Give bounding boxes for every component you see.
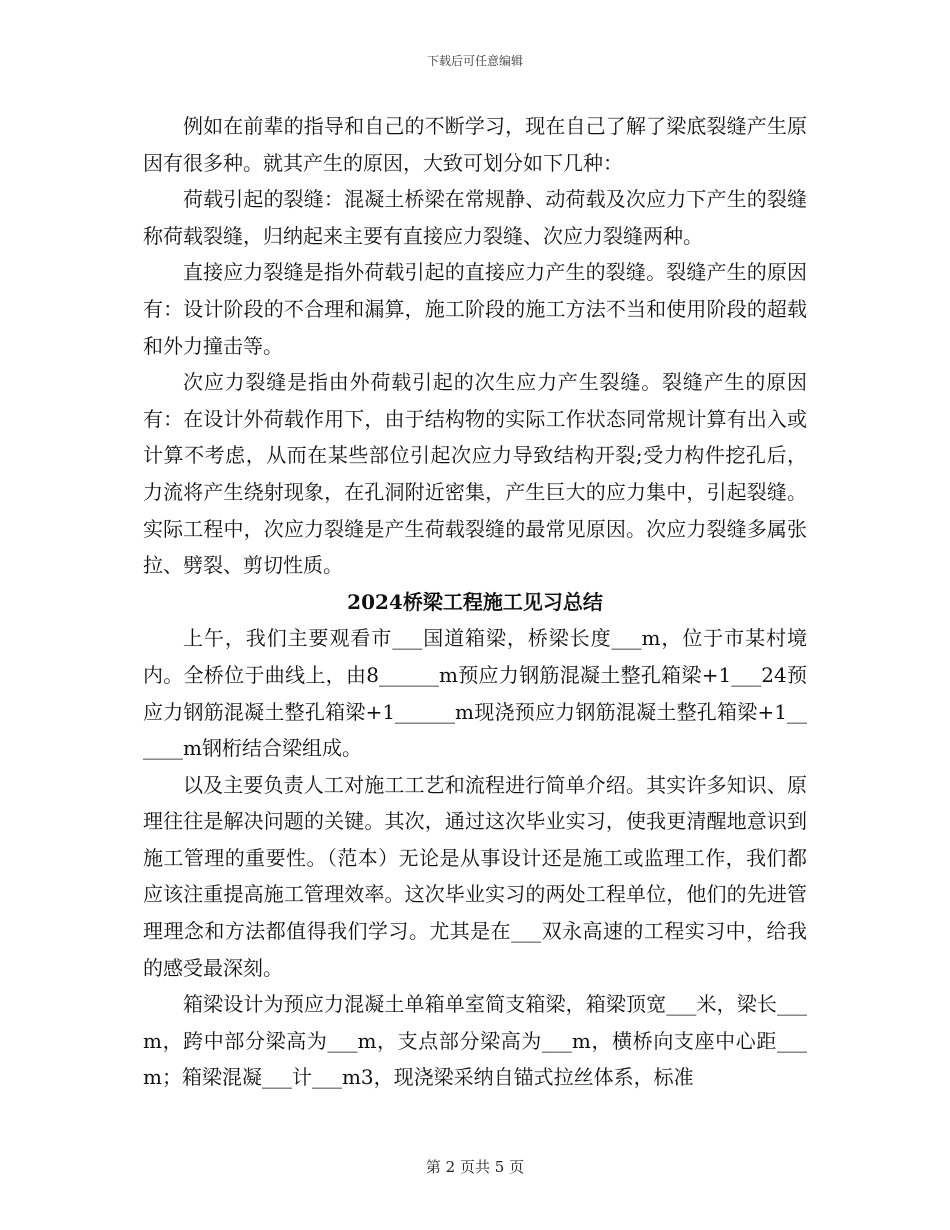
paragraph-box-girder-overview: 上午，我们主要观看市___国道箱梁，桥梁长度___m，位于市某村境内。全桥位于曲线上，由8______m预应力钢筋混凝土整孔箱梁+1___24预应力钢筋混凝土整孔箱梁+1______m现浇预应力钢筋混凝土整孔箱梁+1______m钢桁结合梁组成。: [143, 626, 807, 761]
section-title: 2024桥梁工程施工见习总结: [347, 589, 603, 614]
paragraph-secondary-stress-cracks: 次应力裂缝是指由外荷载引起的次生应力产生裂缝。裂缝产生的原因有：在设计外荷载作用下，由于结构物的实际工作状态同常规计算有出入或计算不考虑，从而在某些部位引起次应力导致结构开裂;受力构件挖孔后，力流将产生绕射现象，在孔洞附近密集，产生巨大的应力集中，引起裂缝。实际工程中，次应力裂缝是产生荷载裂缝的最常见原因。次应力裂缝多属张拉、劈裂、剪切性质。: [143, 370, 807, 578]
paragraph-load-cracks: 荷载引起的裂缝：混凝土桥梁在常规静、动荷载及次应力下产生的裂缝称荷载裂缝，归纳起来主要有直接应力裂缝、次应力裂缝两种。: [143, 187, 807, 248]
paragraph-box-girder-design: 箱梁设计为预应力混凝土单箱单室简支箱梁，箱梁顶宽___米，梁长___m，跨中部分梁高为___m，支点部分梁高为___m，横桥向支座中心距___m；箱梁混凝___计___m3，现浇梁采纳自锚式拉丝体系，标准: [143, 992, 807, 1090]
paragraph-direct-stress-cracks: 直接应力裂缝是指外荷载引起的直接应力产生的裂缝。裂缝产生的原因有：设计阶段的不合理和漏算，施工阶段的施工方法不当和使用阶段的超载和外力撞击等。: [143, 260, 807, 358]
paragraph-intro: 例如在前辈的指导和自己的不断学习，现在自己了解了梁底裂缝产生原因有很多种。就其产生的原因，大致可划分如下几种：: [143, 114, 807, 175]
page-footer: 第 2 页共 5 页: [425, 1158, 525, 1176]
page-header: 下载后可任意编辑: [426, 54, 523, 68]
paragraph-construction-management: 以及主要负责人工对施工工艺和流程进行简单介绍。其实许多知识、原理往往是解决问题的关键。其次，通过这次毕业实习，使我更清醒地意识到施工管理的重要性。（范本）无论是从事设计还是施工或监理工作，我们都应该注重提高施工管理效率。这次毕业实习的两处工程单位，他们的先进管理理念和方法都值得我们学习。尤其是在___双永高速的工程实习中，给我的感受最深刻。: [143, 772, 807, 980]
document-body: [143, 108, 807, 1096]
